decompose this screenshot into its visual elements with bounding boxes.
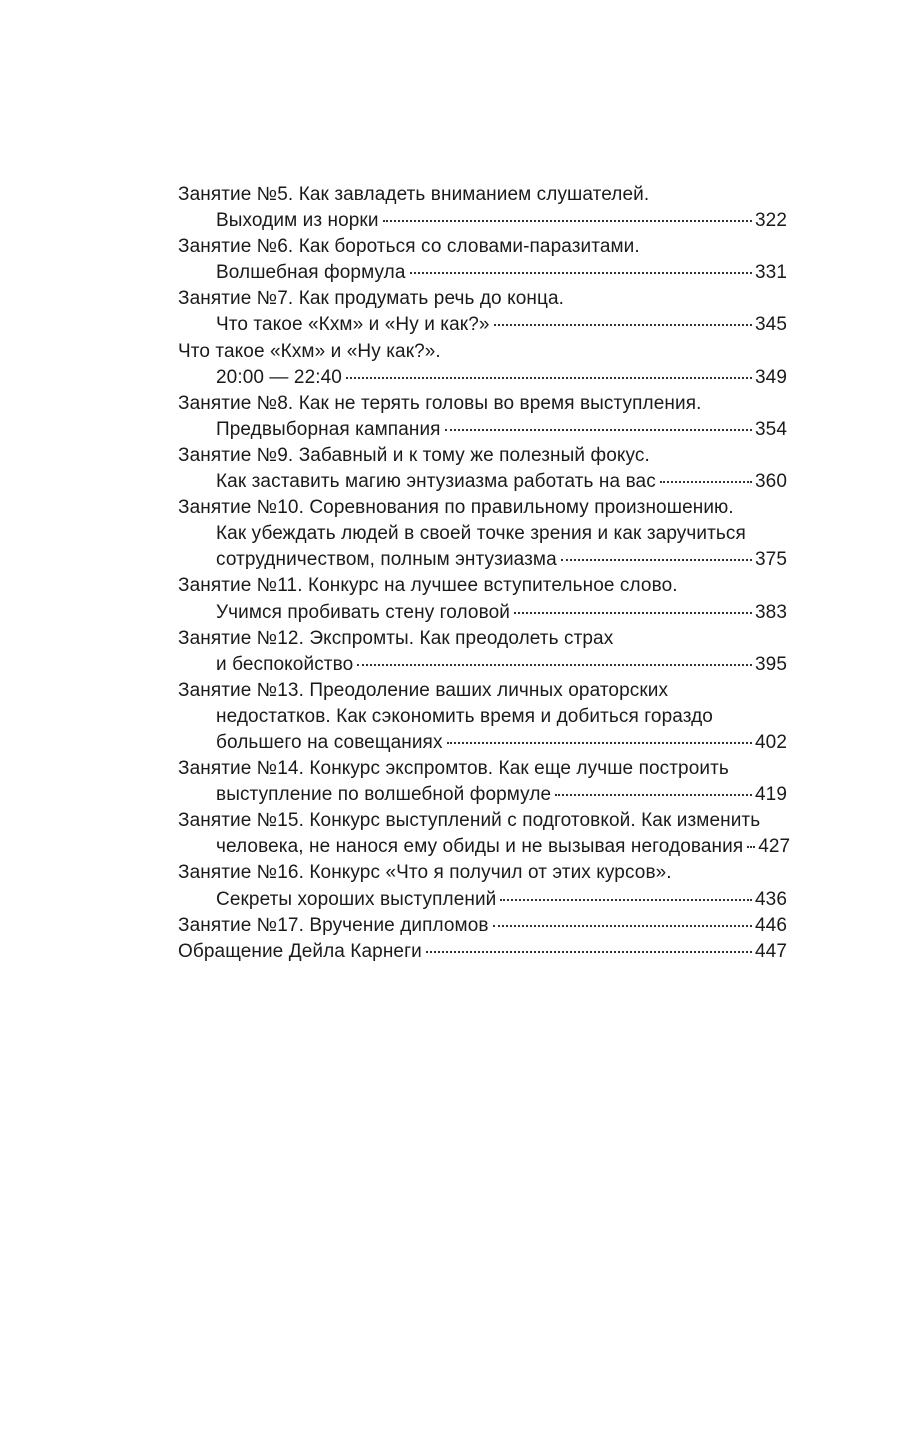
toc-entry-text: Предвыборная кампания [216, 418, 441, 440]
toc-entry[interactable] [178, 626, 787, 678]
toc-page-number: 375 [754, 549, 787, 571]
dot-leader [494, 324, 752, 326]
toc-page-number: 447 [754, 940, 787, 962]
toc-entry-text: и беспокойство [216, 653, 354, 675]
dot-leader [514, 612, 752, 614]
toc-entry-continuation-line [178, 887, 787, 913]
toc-entry-title-line [178, 678, 787, 704]
dot-leader [346, 377, 752, 379]
toc-entry-title-line [178, 573, 787, 599]
toc-entry-title-line [178, 391, 787, 417]
toc-entry-continuation-line [178, 782, 787, 808]
toc-entry[interactable] [178, 391, 787, 443]
toc-entry-title-line [178, 913, 787, 939]
toc-entry-continuation-line [178, 417, 787, 443]
dot-leader [747, 846, 755, 848]
toc-entry-continuation-line [178, 730, 787, 756]
toc-page-number: 383 [754, 601, 787, 623]
toc-entry-text: Занятие №8. Как не терять головы во время выступления. [178, 392, 702, 414]
toc-entry-title-line [178, 286, 787, 312]
toc-entry[interactable] [178, 443, 787, 495]
toc-entry-title-line [178, 182, 787, 208]
table-of-contents [178, 182, 791, 965]
dot-leader [555, 794, 752, 796]
dot-leader [561, 559, 752, 561]
toc-page-number: 395 [754, 653, 787, 675]
toc-entry-continuation-line [178, 208, 787, 234]
toc-entry-continuation-line [178, 521, 787, 547]
toc-entry-text: сотрудничеством, полным энтузиазма [216, 549, 557, 571]
toc-entry-text: Секреты хороших выступлений [216, 888, 497, 910]
toc-page-number: 427 [758, 836, 791, 858]
toc-entry-text: человека, не нанося ему обиды и не вызывая негодования [216, 836, 744, 858]
dot-leader [426, 951, 752, 953]
dot-leader [410, 272, 752, 274]
toc-entry-text: Занятие №14. Конкурс экспромтов. Как еще лучше построить [178, 758, 729, 780]
toc-entry-continuation-line [178, 834, 791, 860]
toc-entry-text: Занятие №16. Конкурс «Что я получил от этих курсов». [178, 862, 672, 884]
toc-entry-text: 20:00 — 22:40 [216, 366, 342, 388]
toc-entry-title-line [178, 339, 787, 365]
toc-entry-title-line [178, 860, 787, 886]
toc-entry-text: Как убеждать людей в своей точке зрения и как заручиться [216, 523, 746, 545]
toc-entry[interactable] [178, 808, 791, 860]
toc-entry-text: Волшебная формула [216, 262, 406, 284]
toc-entry-continuation-line [178, 652, 787, 678]
toc-page-number: 322 [754, 210, 787, 232]
dot-leader [660, 481, 752, 483]
toc-entry-title-line [178, 443, 787, 469]
toc-page-number: 349 [754, 366, 787, 388]
toc-entry-text: Выходим из норки [216, 210, 379, 232]
toc-entry[interactable] [178, 756, 787, 808]
toc-entry-title-line [178, 939, 787, 965]
toc-entry-text: Что такое «Кхм» и «Ну и как?» [216, 314, 490, 336]
toc-page-number: 331 [754, 262, 787, 284]
toc-entry[interactable] [178, 573, 787, 625]
toc-entry-continuation-line [178, 547, 787, 573]
toc-entry-continuation-line [178, 312, 787, 338]
toc-entry-title-line [178, 626, 787, 652]
toc-entry-text: Занятие №5. Как завладеть вниманием слушателей. [178, 184, 650, 205]
toc-entry-title-line [178, 495, 787, 521]
toc-entry-title-line [178, 756, 787, 782]
toc-page-number: 446 [754, 914, 787, 936]
toc-entry[interactable] [178, 913, 787, 939]
dot-leader [357, 664, 752, 666]
toc-page-number: 345 [754, 314, 787, 336]
toc-entry-text: Обращение Дейла Карнеги [178, 940, 422, 962]
toc-entry[interactable] [178, 182, 787, 234]
toc-page-number: 360 [754, 471, 787, 493]
dot-leader [445, 429, 752, 431]
dot-leader [500, 899, 752, 901]
toc-entry-text: недостатков. Как сэкономить время и добиться гораздо [216, 705, 713, 727]
toc-entry-text: Учимся пробивать стену головой [216, 601, 510, 623]
toc-entry[interactable] [178, 286, 787, 338]
toc-entry[interactable] [178, 678, 787, 756]
toc-entry-text: Занятие №11. Конкурс на лучшее вступительное слово. [178, 575, 678, 597]
toc-entry-text: Занятие №13. Преодоление ваших личных ораторских [178, 679, 669, 701]
dot-leader [383, 220, 752, 222]
toc-entry[interactable] [178, 339, 787, 391]
toc-page-number: 436 [754, 888, 787, 910]
toc-entry-text: Занятие №15. Конкурс выступлений с подготовкой. Как изменить [178, 810, 761, 832]
toc-entry-text: Занятие №6. Как бороться со словами-паразитами. [178, 236, 640, 258]
toc-entry-continuation-line [178, 260, 787, 286]
toc-entry[interactable] [178, 234, 787, 286]
toc-entry-text: Занятие №7. Как продумать речь до конца. [178, 288, 565, 310]
toc-entry-text: большего на совещаниях [216, 731, 443, 753]
dot-leader [447, 742, 752, 744]
toc-entry-text: Что такое «Кхм» и «Ну как?». [178, 340, 441, 362]
dot-leader [493, 925, 752, 927]
toc-entry-continuation-line [178, 704, 787, 730]
toc-entry-text: Занятие №12. Экспромты. Как преодолеть страх [178, 627, 614, 649]
toc-entry-text: выступление по волшебной формуле [216, 784, 552, 806]
toc-entry-text: Занятие №17. Вручение дипломов [178, 914, 489, 936]
toc-entry[interactable] [178, 495, 787, 573]
toc-entry-text: Занятие №9. Забавный и к тому же полезный фокус. [178, 444, 650, 466]
toc-page-number: 402 [754, 731, 787, 753]
toc-entry-continuation-line [178, 365, 787, 391]
toc-entry-text: Как заставить магию энтузиазма работать на вас [216, 471, 656, 493]
toc-entry-continuation-line [178, 469, 787, 495]
toc-page-number: 419 [754, 784, 787, 806]
toc-page-number: 354 [754, 418, 787, 440]
toc-entry-title-line [178, 808, 787, 834]
toc-entry-continuation-line [178, 600, 787, 626]
toc-entry-text: Занятие №10. Соревнования по правильному произношению. [178, 497, 734, 519]
toc-entry[interactable] [178, 860, 787, 912]
toc-entry[interactable] [178, 939, 787, 965]
toc-entry-title-line [178, 234, 787, 260]
